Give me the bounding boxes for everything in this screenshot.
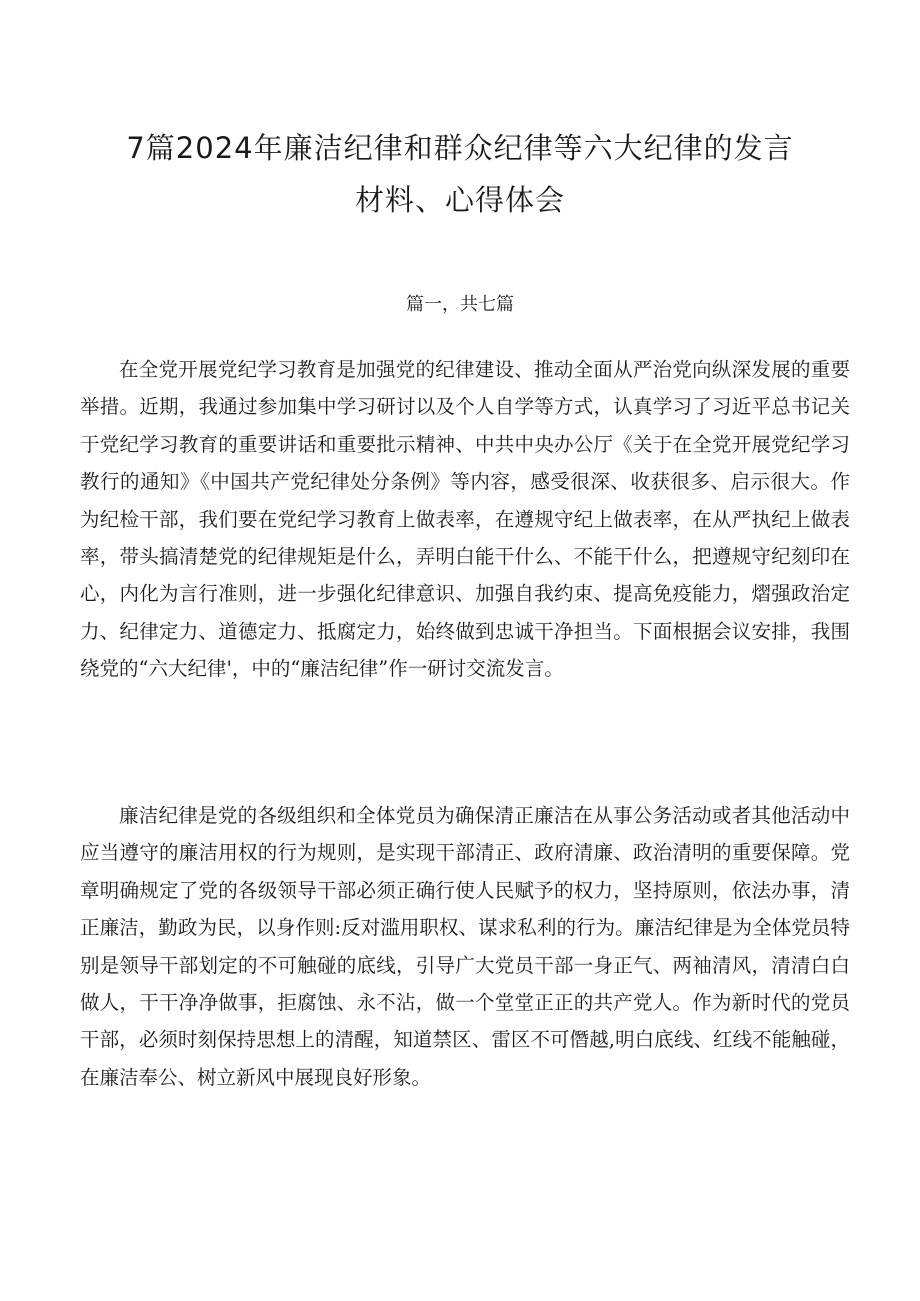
body-paragraph-2: 廉洁纪律是党的各级组织和全体党员为确保清正廉洁在从事公务活动或者其他活动中应当遵守的廉洁用权的行为规则，是实现干部清正、政府清廉、政治清明的重要保障。党章明确规定了党的各级领导干部必须正确行使人民赋予的权力，坚持原则，依法办事，清正廉洁，勤政为民，以身作则:反对滥用职权、谋求私利的行为。廉洁纪律是为全体党员特别是领导干部划定的不可触碰的底线，引导广大党员干部一身正气、两袖清风，清清白白做人，干干净净做事，拒腐蚀、永不沾，做一个堂堂正正的共产党人。作为新时代的党员干部，必须时刻保持思想上的清醒，知道禁区、雷区不可僭越,明白底线、红线不能触碰，在廉洁奉公、树立新风中展现良好形象。	[80, 804, 850, 1089]
document-title	[80, 122, 840, 226]
section-heading: 篇一，共七篇	[406, 294, 514, 315]
title-line-1: 7篇2024年廉洁纪律和群众纪律等六大纪律的发言	[126, 131, 794, 165]
body-paragraph-1: 在全党开展党纪学习教育是加强党的纪律建设、推动全面从严治党向纵深发展的重要举措。近期，我通过参加集中学习研讨以及个人自学等方式，认真学习了习近平总书记关于党纪学习教育的重要讲话和重要批示精神、中共中央办公厅《关于在全党开展党纪学习教行的通知》《中国共产党纪律处分条例》等内容，感受很深、收获很多、启示很大。作为纪检干部，我们要在党纪学习教育上做表率，在遵规守纪上做表率，在从严执纪上做表率，带头搞清楚党的纪律规矩是什么，弄明白能干什么、不能干什么，把遵规守纪刻印在心，内化为言行准则，进一步强化纪律意识、加强自我约束、提高免疫能力，熠强政治定力、纪律定力、道德定力、抵腐定力，始终做到忠诚干净担当。下面根据会议安排，我围绕党的“六大纪律'，中的“廉洁纪律”作一研讨交流发言。	[80, 358, 850, 681]
title-line-2: 材料、心得体会	[354, 183, 565, 217]
